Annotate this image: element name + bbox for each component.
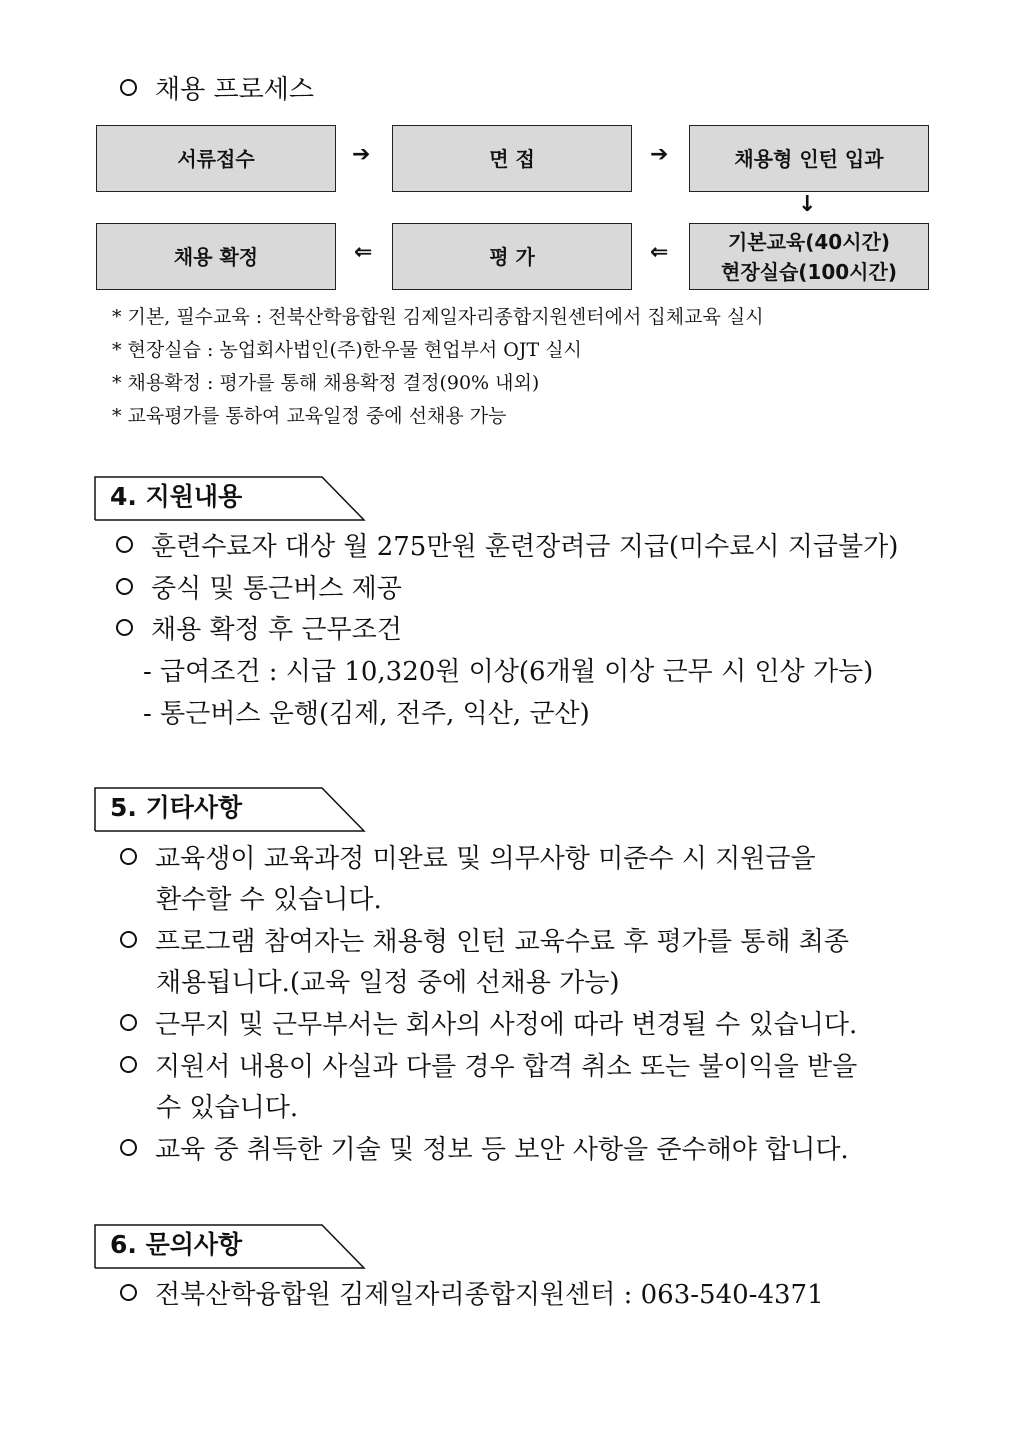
arrow-right-icon: ➔ bbox=[650, 142, 669, 167]
contact-text: 전북산학융합원 김제일자리종합지원센터 : 063-540-4371 bbox=[155, 1280, 824, 1310]
list-item-continuation: 수 있습니다. bbox=[156, 1093, 299, 1123]
step-interview bbox=[392, 125, 632, 192]
list-item bbox=[116, 614, 402, 646]
section-6-title: 6. 문의사항 bbox=[110, 1230, 243, 1259]
circle-bullet-icon bbox=[120, 931, 137, 948]
circle-bullet-icon bbox=[120, 1139, 137, 1156]
circle-bullet-icon bbox=[116, 536, 133, 553]
step-intern bbox=[689, 125, 929, 192]
step-interview-label: 면 접 bbox=[489, 146, 535, 171]
arrow-down-icon: ↓ bbox=[798, 192, 817, 217]
arrow-left-icon: ⇐ bbox=[650, 240, 669, 265]
step-training-line2: 현장실습(100시간) bbox=[721, 259, 897, 284]
list-item-text: 중식 및 통근버스 제공 bbox=[151, 574, 402, 604]
circle-bullet-icon bbox=[120, 1284, 137, 1301]
process-heading bbox=[120, 74, 314, 106]
circle-bullet-icon bbox=[116, 578, 133, 595]
circle-bullet-icon bbox=[120, 1056, 137, 1073]
list-item bbox=[116, 531, 898, 563]
step-evaluation-label: 평 가 bbox=[489, 244, 535, 269]
list-item bbox=[120, 1134, 849, 1166]
section-4-title: 4. 지원내용 bbox=[110, 482, 243, 511]
process-heading-text: 채용 프로세스 bbox=[155, 75, 314, 105]
list-item bbox=[120, 1051, 857, 1083]
step-evaluation bbox=[392, 223, 632, 290]
step-docs bbox=[96, 125, 336, 192]
circle-bullet-icon bbox=[120, 1014, 137, 1031]
list-item-text: 채용 확정 후 근무조건 bbox=[151, 615, 402, 645]
section-5-header bbox=[94, 787, 366, 831]
list-item bbox=[120, 926, 849, 958]
circle-bullet-icon bbox=[116, 619, 133, 636]
step-training-line1: 기본교육(40시간) bbox=[727, 229, 891, 254]
section-6-header bbox=[94, 1224, 366, 1268]
process-note: * 기본, 필수교육 : 전북산학융합원 김제일자리종합지원센터에서 집체교육 실시 bbox=[112, 306, 764, 328]
list-item bbox=[120, 843, 816, 875]
list-item-text: 훈련수료자 대상 월 275만원 훈련장려금 지급(미수료시 지급불가) bbox=[151, 532, 899, 562]
list-item-text: 교육생이 교육과정 미완료 및 의무사항 미준수 시 지원금을 bbox=[155, 844, 816, 874]
step-docs-label: 서류접수 bbox=[177, 146, 255, 171]
arrow-right-icon: ➔ bbox=[352, 142, 371, 167]
step-confirm bbox=[96, 223, 336, 290]
list-item-text: 지원서 내용이 사실과 다를 경우 합격 취소 또는 불이익을 받을 bbox=[155, 1052, 858, 1082]
list-item bbox=[116, 573, 402, 605]
sub-item: - 통근버스 운행(김제, 전주, 익산, 군산) bbox=[143, 699, 590, 729]
process-note: * 현장실습 : 농업회사법인(주)한우물 현업부서 OJT 실시 bbox=[112, 339, 582, 361]
list-item-text: 교육 중 취득한 기술 및 정보 등 보안 사항을 준수해야 합니다. bbox=[155, 1135, 849, 1165]
step-training bbox=[689, 223, 929, 290]
list-item-continuation: 환수할 수 있습니다. bbox=[156, 885, 382, 915]
circle-bullet-icon bbox=[120, 848, 137, 865]
section-4-header bbox=[94, 476, 366, 520]
arrow-left-icon: ⇐ bbox=[354, 240, 373, 265]
step-intern-label: 채용형 인턴 입과 bbox=[734, 146, 884, 171]
list-item bbox=[120, 1009, 857, 1041]
list-item-text: 프로그램 참여자는 채용형 인턴 교육수료 후 평가를 통해 최종 bbox=[155, 927, 850, 957]
sub-item: - 급여조건 : 시급 10,320원 이상(6개월 이상 근무 시 인상 가능) bbox=[143, 657, 874, 687]
list-item-text: 근무지 및 근무부서는 회사의 사정에 따라 변경될 수 있습니다. bbox=[155, 1010, 858, 1040]
step-confirm-label: 채용 확정 bbox=[173, 244, 259, 269]
process-note: * 채용확정 : 평가를 통해 채용확정 결정(90% 내외) bbox=[112, 372, 540, 394]
circle-bullet-icon bbox=[120, 79, 137, 96]
list-item-continuation: 채용됩니다.(교육 일정 중에 선채용 가능) bbox=[156, 968, 620, 998]
section-5-title: 5. 기타사항 bbox=[110, 793, 243, 822]
list-item bbox=[120, 1279, 824, 1311]
process-note: * 교육평가를 통하여 교육일정 중에 선채용 가능 bbox=[112, 405, 507, 427]
